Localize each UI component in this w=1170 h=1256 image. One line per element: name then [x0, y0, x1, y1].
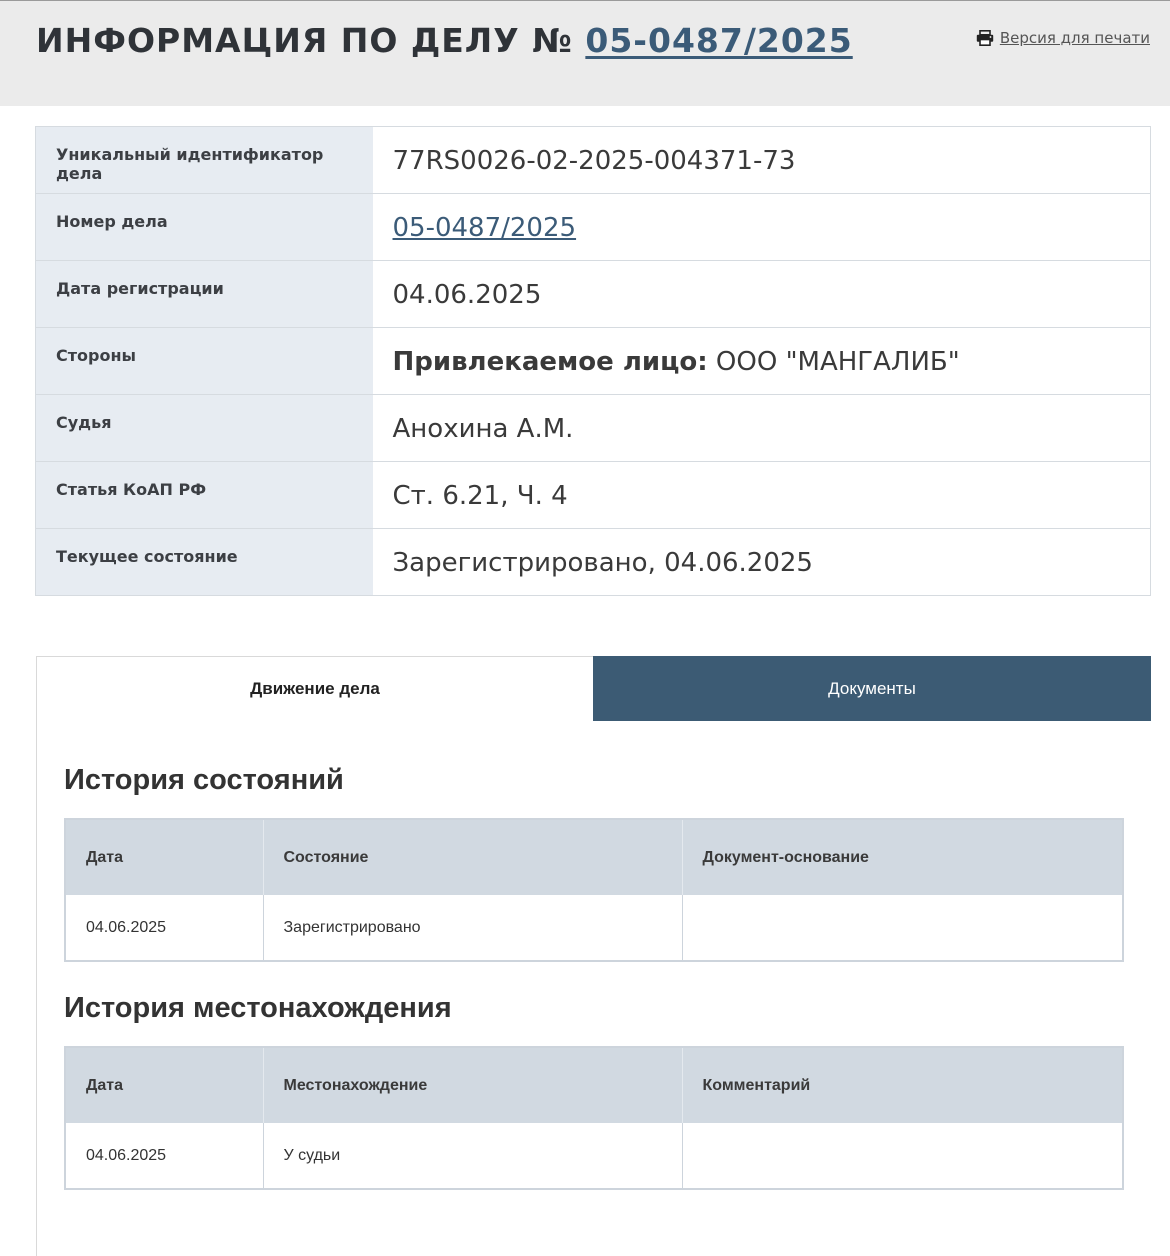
- tab-case-movement[interactable]: Движение дела: [37, 657, 593, 721]
- page-title: [36, 19, 853, 63]
- table-cell: У судьи: [263, 1123, 682, 1189]
- table-cell: Зарегистрировано: [263, 895, 682, 961]
- print-version-link[interactable]: [976, 29, 1150, 47]
- party-name: ООО "МАНГАЛИБ": [715, 347, 960, 377]
- info-row-status: [36, 529, 1151, 596]
- info-value: Анохина А.М.: [373, 395, 1151, 462]
- case-info-table: [35, 126, 1151, 596]
- info-value-cell: [373, 194, 1151, 261]
- location-history-table: [64, 1046, 1124, 1190]
- info-label: Статья КоАП РФ: [36, 462, 373, 529]
- info-value: Зарегистрировано, 04.06.2025: [373, 529, 1151, 596]
- info-value: Ст. 6.21, Ч. 4: [373, 462, 1151, 529]
- column-header: Документ-основание: [682, 819, 1123, 895]
- info-value: 77RS0026-02-2025-004371-73: [373, 127, 1151, 194]
- table-cell: 04.06.2025: [86, 1146, 167, 1164]
- info-row-article: [36, 462, 1151, 529]
- page-title-prefix: ИНФОРМАЦИЯ ПО ДЕЛУ №: [36, 21, 573, 60]
- column-header: Дата: [65, 1047, 263, 1123]
- column-header: Местонахождение: [263, 1047, 682, 1123]
- table-cell: 04.06.2025: [86, 918, 167, 936]
- case-number-link[interactable]: 05-0487/2025: [392, 213, 577, 243]
- table-header-row: [65, 1047, 1123, 1123]
- location-history-title: История местонахождения: [64, 992, 452, 1024]
- table-row: [65, 1123, 1123, 1189]
- table-row: [65, 895, 1123, 961]
- table-cell: [682, 895, 1123, 961]
- info-row-registration-date: [36, 261, 1151, 328]
- print-version-label: Версия для печати: [999, 29, 1150, 47]
- info-row-case-number: [36, 194, 1151, 261]
- info-value: 04.06.2025: [373, 261, 1151, 328]
- column-header: Состояние: [263, 819, 682, 895]
- case-number-title-link[interactable]: 05-0487/2025: [585, 21, 853, 60]
- table-cell: [682, 1123, 1123, 1189]
- status-history-title: История состояний: [64, 764, 344, 796]
- case-tabs-panel: [36, 656, 1150, 1256]
- info-row-judge: [36, 395, 1151, 462]
- status-history-table: [64, 818, 1124, 962]
- info-label: Уникальный идентификатор дела: [36, 127, 373, 194]
- info-value-cell: [373, 328, 1151, 395]
- column-header: Дата: [65, 819, 263, 895]
- info-label: Стороны: [36, 328, 373, 395]
- info-row-parties: [36, 328, 1151, 395]
- info-label: Текущее состояние: [36, 529, 373, 596]
- tab-documents[interactable]: Документы: [593, 656, 1151, 721]
- info-label: Дата регистрации: [36, 261, 373, 328]
- party-role-label: Привлекаемое лицо:: [392, 347, 708, 377]
- info-label: Судья: [36, 395, 373, 462]
- info-row-uid: [36, 127, 1151, 194]
- page-header: [0, 0, 1170, 106]
- table-header-row: [65, 819, 1123, 895]
- column-header: Комментарий: [682, 1047, 1123, 1123]
- printer-icon: [976, 30, 994, 46]
- info-label: Номер дела: [36, 194, 373, 261]
